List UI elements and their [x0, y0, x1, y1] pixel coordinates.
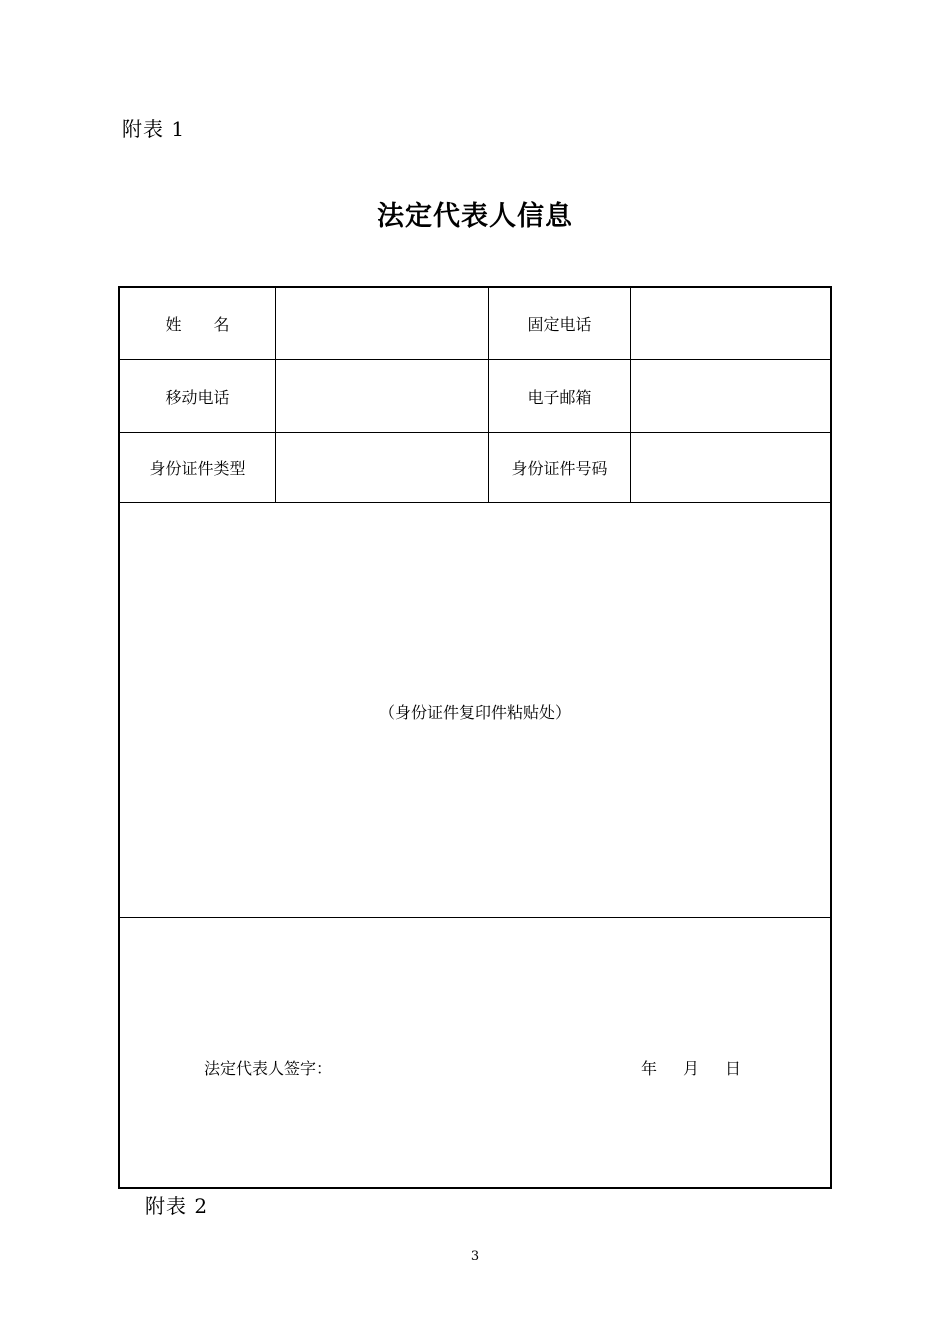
- date-year-label: 年: [641, 1059, 658, 1078]
- page-title: 法定代表人信息: [377, 201, 573, 232]
- row-divider: [120, 502, 830, 503]
- annex-2-label: 附表 2: [145, 1194, 209, 1218]
- id-number-label: 身份证件号码: [511, 459, 608, 478]
- mobile-label: 移动电话: [165, 387, 230, 407]
- mobile-field[interactable]: [276, 360, 488, 432]
- page-number: 3: [470, 1249, 480, 1264]
- date-month-label: 月: [683, 1059, 700, 1078]
- email-label: 电子邮箱: [527, 387, 592, 407]
- name-label: 姓 名: [165, 315, 230, 334]
- name-field[interactable]: [276, 288, 488, 359]
- signature-label: 法定代表人签字：: [204, 1059, 333, 1078]
- legal-representative-form: [118, 286, 832, 1189]
- id-type-field[interactable]: [276, 433, 488, 502]
- date-day-label: 日: [725, 1059, 742, 1078]
- annex-1-label: 附表 1: [122, 117, 186, 141]
- landline-label: 固定电话: [527, 315, 592, 334]
- id-copy-paste-area-label: （身份证件复印件粘贴处）: [378, 703, 571, 722]
- row-divider: [120, 917, 830, 918]
- landline-field[interactable]: [631, 288, 830, 359]
- id-number-field[interactable]: [631, 433, 830, 502]
- id-type-label: 身份证件类型: [149, 459, 246, 478]
- email-field[interactable]: [631, 360, 830, 432]
